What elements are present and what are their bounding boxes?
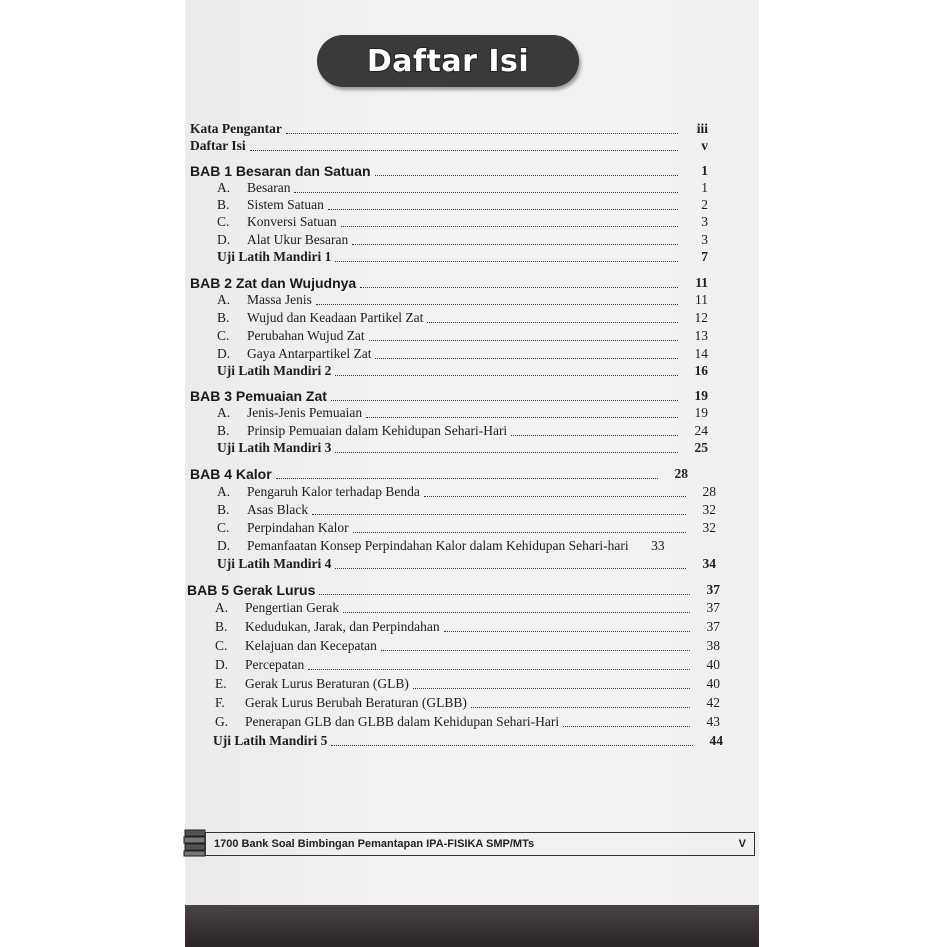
toc-page: 44 [709,733,723,748]
item-letter: C. [215,638,228,653]
toc-label: Kelajuan dan Kecepatan [245,638,377,653]
footer-page-number: V [738,838,746,850]
toc-label: Besaran [247,180,291,195]
item-letter: E. [215,676,227,691]
toc-page: 11 [695,292,708,307]
chapter-row [190,163,708,179]
dot-leader [444,631,690,632]
toc-page: 25 [694,440,708,455]
toc-row-daftar-isi [190,138,708,154]
item-letter: B. [217,502,230,517]
toc-page: 37 [706,619,720,634]
toc-item-row [215,676,720,692]
toc-page: 28 [674,466,688,481]
toc-item-row [215,714,720,730]
dot-leader [335,261,678,262]
toc-label: Uji Latih Mandiri 1 [217,249,332,264]
toc-page: 2 [701,197,708,212]
toc-page: 37 [706,582,720,597]
toc-label: Wujud dan Keadaan Partikel Zat [247,310,424,325]
chapter-title: BAB 4 Kalor [190,466,272,482]
dot-leader [331,400,678,401]
toc-label: Daftar Isi [190,138,246,153]
dot-leader [471,707,690,708]
toc-label: Uji Latih Mandiri 5 [213,733,328,748]
toc-page: 34 [702,556,716,571]
chapter-title: BAB 1 Besaran dan Satuan [190,163,371,179]
toc-page: 1 [701,180,708,195]
item-letter: A. [217,292,231,307]
dot-leader [369,340,678,341]
table-surface [185,905,759,947]
chapter-title: BAB 5 Gerak Lurus [187,582,316,598]
chapter-row [190,466,688,482]
item-letter: D. [217,232,231,247]
page-footer [205,832,755,856]
toc-label: Asas Black [247,502,309,517]
dot-leader [250,150,678,151]
toc-label: Prinsip Pemuaian dalam Kehidupan Sehari-Hari [247,423,508,438]
toc-item-row [217,214,708,230]
toc-item-row [217,197,708,213]
dot-leader [286,133,678,134]
item-letter: D. [217,538,231,553]
toc-page: 3 [701,214,708,229]
toc-page: 28 [702,484,716,499]
toc-item-row [217,232,708,248]
toc-page: 37 [706,600,720,615]
uji-row [213,733,723,749]
toc-item-row [217,328,708,344]
toc-label: Uji Latih Mandiri 3 [217,440,332,455]
toc-page: 14 [694,346,708,361]
dot-leader [352,244,678,245]
chapter-row [190,388,708,404]
toc-label: Massa Jenis [247,292,312,307]
dot-leader [316,304,678,305]
item-letter: G. [215,714,229,729]
toc-page: 11 [695,275,708,290]
item-letter: C. [217,520,230,535]
dot-leader [331,745,693,746]
toc-page: 24 [694,423,708,438]
toc-item-row [217,538,716,554]
toc-page: 43 [706,714,720,729]
dot-leader [424,496,686,497]
uji-row [217,363,708,379]
toc-label: Uji Latih Mandiri 2 [217,363,332,378]
toc-page: 33 [651,538,665,553]
toc-item-row [217,405,708,421]
chapter-title: BAB 3 Pemuaian Zat [190,388,327,404]
item-letter: C. [217,328,230,343]
toc-label: Jenis-Jenis Pemuaian [247,405,363,420]
footer-title: 1700 Bank Soal Bimbingan Pemantapan IPA-FISIKA SMP/MTs [214,838,535,850]
dot-leader [366,417,678,418]
toc-label: Sistem Satuan [247,197,324,212]
toc-page: 12 [694,310,708,325]
item-letter: F. [215,695,225,710]
toc-page: 13 [694,328,708,343]
toc-item-row [215,619,720,635]
item-letter: A. [217,180,231,195]
chapter-title: BAB 2 Zat dan Wujudnya [190,275,357,291]
toc-row-kata-pengantar [190,121,708,137]
uji-row [217,556,716,572]
dot-leader [294,192,678,193]
toc-item-row [217,310,708,326]
toc-item-row [217,292,708,308]
uji-row [217,249,708,265]
title-banner [317,35,579,87]
toc-item-row [215,695,720,711]
dot-leader [413,688,690,689]
item-letter: A. [217,405,231,420]
toc-label: Alat Ukur Besaran [247,232,349,247]
toc-label: Percepatan [245,657,305,672]
toc-page: 19 [694,405,708,420]
dot-leader [563,726,690,727]
toc-item-row [217,346,708,362]
chapter-row [190,275,708,291]
dot-leader [375,358,678,359]
toc-label: Penerapan GLB dan GLBB dalam Kehidupan Sehari-Hari [245,714,560,729]
uji-row [217,440,708,456]
toc-page: 40 [706,657,720,672]
toc-label: Perubahan Wujud Zat [247,328,365,343]
page-title: Daftar Isi [366,43,530,79]
item-letter: B. [217,310,230,325]
dot-leader [427,322,678,323]
dot-leader [335,568,686,569]
toc-item-row [215,638,720,654]
dot-leader [360,287,678,288]
item-letter: A. [217,484,231,499]
item-letter: B. [215,619,228,634]
dot-leader [328,209,678,210]
toc-label: Uji Latih Mandiri 4 [217,556,332,571]
toc-label: Gerak Lurus Beraturan (GLB) [245,676,409,691]
item-letter: D. [217,346,231,361]
toc-page: 3 [701,232,708,247]
item-letter: B. [217,197,230,212]
dot-leader [312,514,686,515]
dot-leader [511,435,678,436]
toc-item-row [217,180,708,196]
toc-label: Kedudukan, Jarak, dan Perpindahan [245,619,440,634]
toc-page: v [701,138,708,153]
toc-label: Kata Pengantar [190,121,282,136]
item-letter: A. [215,600,229,615]
toc-item-row [215,657,720,673]
toc-label: Pengertian Gerak [245,600,340,615]
dot-leader [335,452,678,453]
toc-label: Konversi Satuan [247,214,337,229]
toc-label: Pemanfaatan Konsep Perpindahan Kalor dalam Kehidupan Sehari-hari [247,538,629,553]
toc-page: 38 [706,638,720,653]
toc-item-row [217,502,716,518]
item-letter: D. [215,657,229,672]
toc-page: 1 [701,163,708,178]
toc-page: 19 [694,388,708,403]
toc-page: iii [696,121,708,136]
toc-page: 16 [694,363,708,378]
toc-page: 7 [701,249,708,264]
dot-leader [375,175,679,176]
dot-leader [343,612,690,613]
toc-item-row [217,423,708,439]
dot-leader [276,478,658,479]
toc-page: 32 [702,520,716,535]
dot-leader [341,226,678,227]
toc-label: Gaya Antarpartikel Zat [247,346,372,361]
toc-item-row [215,600,720,616]
dot-leader [319,594,690,595]
dot-leader [308,669,690,670]
toc-label: Gerak Lurus Berubah Beraturan (GLBB) [245,695,467,710]
book-stack-icon [183,826,207,858]
dot-leader [335,375,678,376]
item-letter: C. [217,214,230,229]
toc-label: Pengaruh Kalor terhadap Benda [247,484,420,499]
dot-leader [353,532,686,533]
chapter-row [187,582,720,598]
toc-page: 32 [702,502,716,517]
item-letter: B. [217,423,230,438]
toc-page: 40 [706,676,720,691]
toc-page: 42 [706,695,720,710]
toc-item-row [217,484,716,500]
toc-item-row [217,520,716,536]
toc-label: Perpindahan Kalor [247,520,349,535]
dot-leader [381,650,690,651]
